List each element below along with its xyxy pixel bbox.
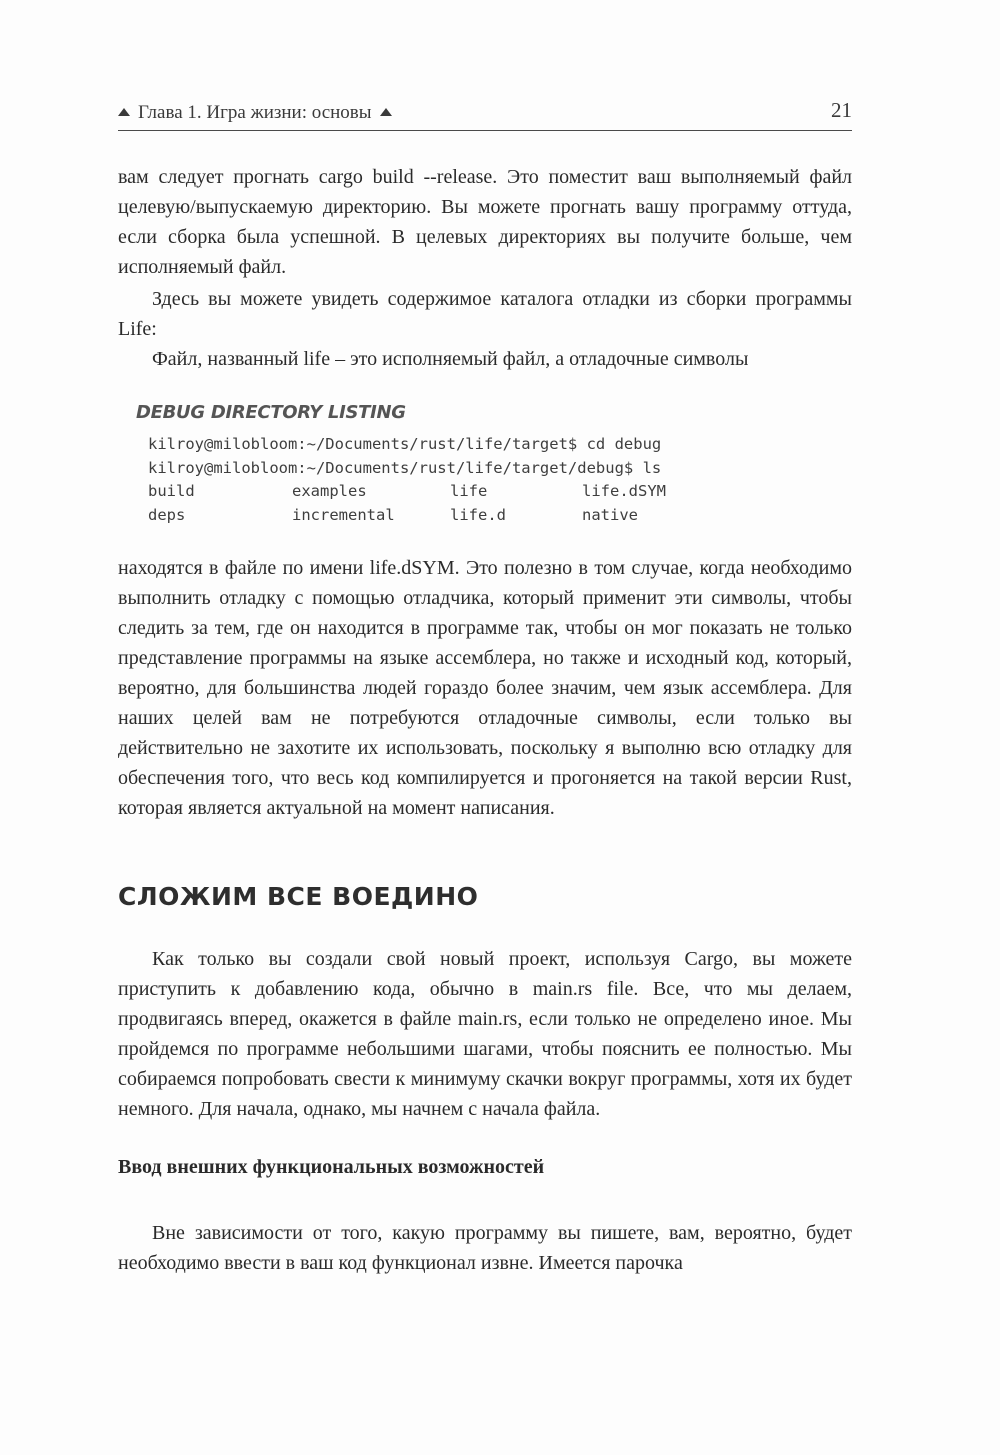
paragraph-2: Здесь вы можете увидеть содержимое каталога отладки из сборки программы Life:	[118, 288, 852, 340]
code-line: kilroy@milobloom:~/Documents/rust/life/target/debug$ ls	[148, 458, 662, 477]
listing-body	[148, 433, 836, 527]
ls-entry: deps	[148, 505, 186, 524]
ls-entry: life.dSYM	[582, 482, 666, 500]
subsection-heading: Ввод внешних функциональных возможностей	[118, 1156, 545, 1178]
paragraph-5: Как только вы создали свой новый проект, используя Cargo, вы можете приступить к добавлению кода, обычно в main.rs file. Все, что мы делаем, продвигаясь вперед, окажется в файле main.rs, если только не определено иное. Мы пройдемся по программе небольшими шагами, чтобы пояснить ее полностью. Мы собираемся попробовать свести к минимуму скачки вокруг программы, хотя их будет немного. Для начала, однако, мы начнем с начала файла.	[118, 948, 852, 1120]
running-header	[118, 96, 852, 131]
paragraph-6: Вне зависимости от того, какую программу вы пишете, вам, вероятно, будет необходимо ввести в ваш код функционал извне. Имеется парочка	[118, 1222, 852, 1274]
page-number: 21	[831, 98, 852, 122]
ls-output-row	[148, 504, 836, 528]
paragraph-1: вам следует прогнать cargo build --release. Это поместит ваш выполняемый файл целевую/выпускаемую директорию. Вы можете прогнать вашу программу оттуда, если сборка была успешной. В целевых директориях вы получите больше, чем исполняемый файл.	[118, 166, 852, 278]
triangle-up-icon	[118, 108, 130, 116]
ls-entry: examples	[292, 482, 367, 500]
chapter-title: Глава 1. Игра жизни: основы	[138, 102, 372, 123]
section-heading: СЛОЖИМ ВСЕ ВОЕДИНО	[118, 882, 479, 911]
ls-entry: incremental	[292, 505, 395, 524]
ls-entry: life.d	[450, 505, 506, 524]
triangle-up-icon	[380, 108, 392, 116]
code-listing	[136, 402, 836, 527]
ls-output-row	[148, 480, 836, 504]
paragraph-3: Файл, названный life – это исполняемый файл, а отладочные символы	[152, 348, 749, 370]
ls-entry: build	[148, 482, 195, 500]
paragraph-4: находятся в файле по имени life.dSYM. Это полезно в том случае, когда необходимо выполнить отладку с помощью отладчика, который применит эти символы, чтобы следить за тем, где он находится в программе так, чтобы он мог показать не только представление программы на языке ассемблера, но также и исходный код, который, вероятно, для большинства людей гораздо более значим, чем язык ассемблера. Для наших целей вам не потребуются отладочные символы, если только вы действительно не захотите их использовать, поскольку я выполню всю отладку для обеспечения того, что весь код компилируется и прогоняется на такой версии Rust, которая является актуальной на момент написания.	[118, 557, 852, 819]
ls-entry: life	[450, 482, 488, 500]
ls-entry: native	[582, 505, 638, 524]
chapter-title-group	[118, 102, 392, 124]
listing-title: DEBUG DIRECTORY LISTING	[136, 402, 406, 423]
code-line: kilroy@milobloom:~/Documents/rust/life/target$ cd debug	[148, 435, 662, 453]
